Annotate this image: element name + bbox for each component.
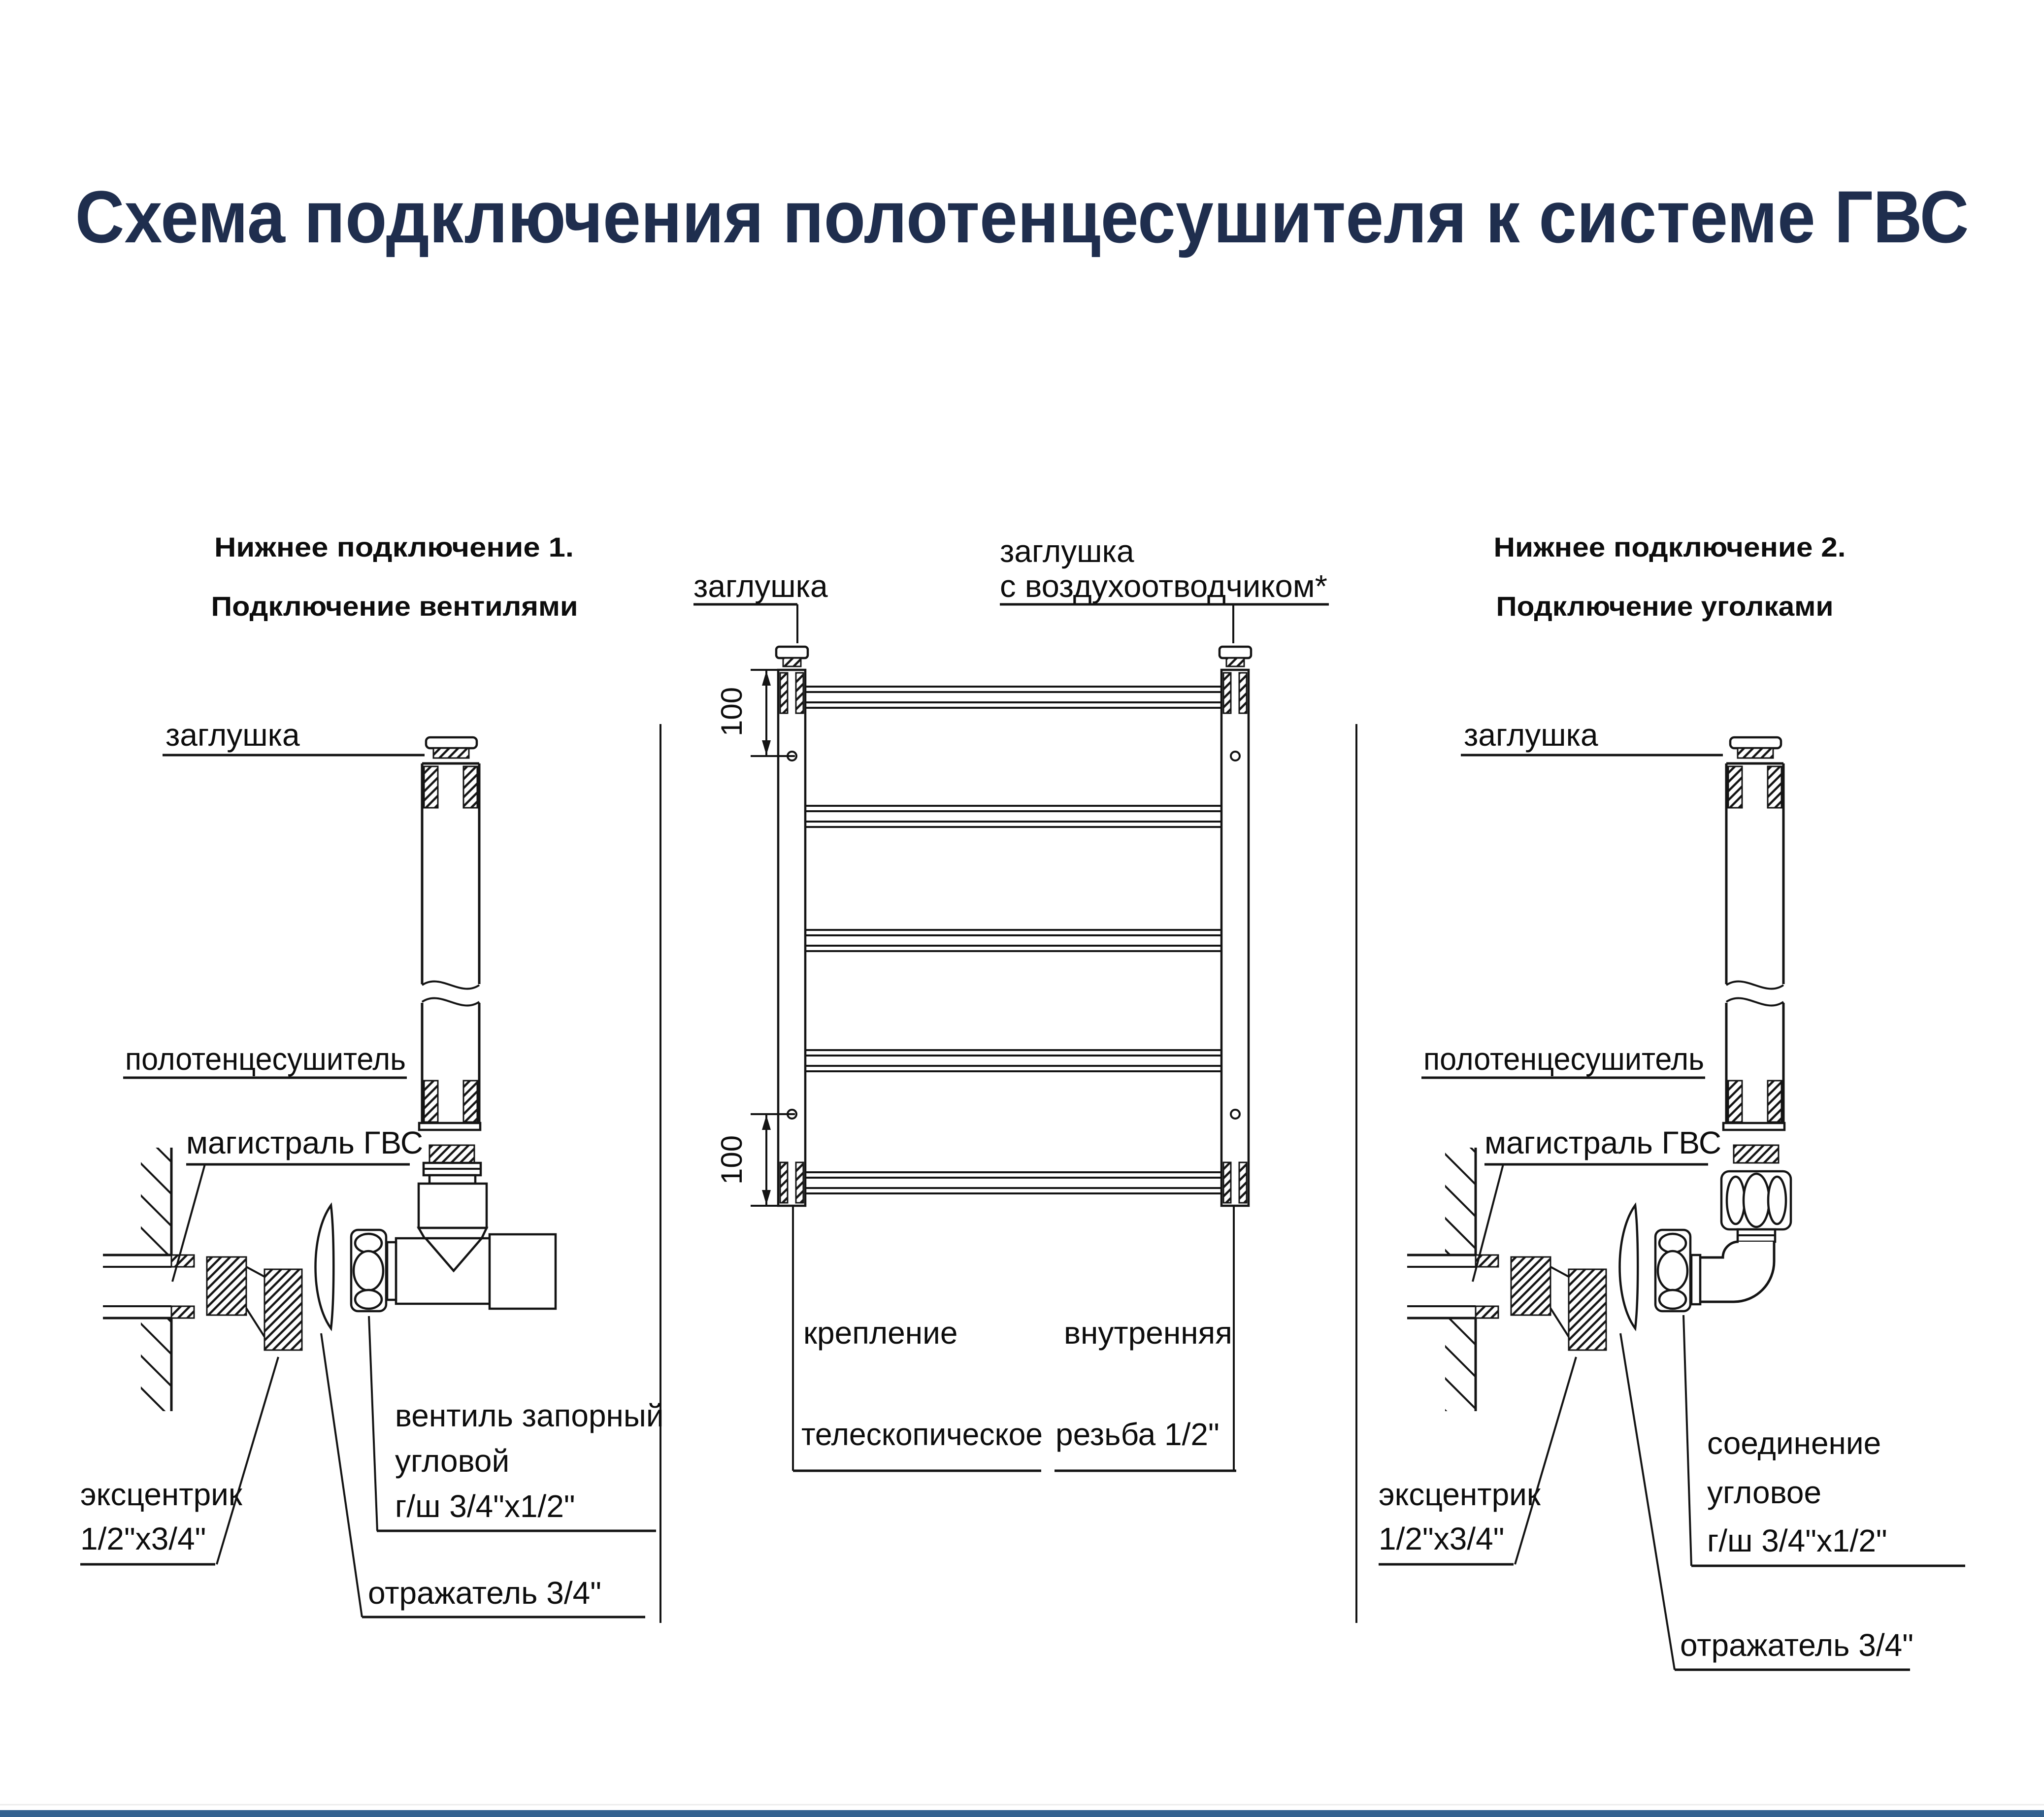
left-reflector-drawing: [316, 1205, 334, 1328]
plug-thread: [433, 748, 469, 758]
right-hws-main-label: магистраль ГВС: [1484, 1125, 1722, 1160]
left-heading-line1: Нижнее подключение 1.: [214, 531, 574, 562]
left-eccentric-drawing: [207, 1257, 302, 1350]
dim-bottom-value: 100: [715, 1135, 748, 1185]
section-left-valve-connection: [80, 531, 664, 1617]
left-towel-rail-label: полотенцесушитель: [125, 1041, 406, 1077]
right-elbow-label-line1: соединение: [1707, 1425, 1881, 1461]
left-towel-pipe-drawing: [419, 763, 480, 1130]
right-heading-line2: Подключение уголками: [1496, 591, 1834, 622]
pipe-bottom-collar: [419, 1123, 480, 1130]
right-wall-drawing: [1407, 1148, 1498, 1411]
right-eccentric-drawing: [1511, 1257, 1606, 1350]
left-valve-drawing: [351, 1145, 556, 1311]
left-eccentric-label-line2: 1/2"x3/4": [80, 1521, 206, 1556]
pipe-end-thread: [171, 1255, 194, 1267]
right-towel-pipe-drawing: [1723, 763, 1784, 1130]
center-mount-label-line1: крепление: [803, 1315, 958, 1351]
left-eccentric-label-line1: эксцентрик: [80, 1477, 242, 1512]
left-wall-drawing: [103, 1148, 194, 1411]
left-hws-main-label: магистраль ГВС: [186, 1125, 424, 1160]
section-dividers: [660, 724, 1356, 1623]
pipe-inner-thread: [463, 1081, 477, 1122]
pipe-inner-thread: [424, 766, 438, 808]
left-valve-label-line1: вентиль запорный: [395, 1398, 664, 1433]
left-valve-label-line3: г/ш 3/4"x1/2": [395, 1488, 575, 1524]
right-plug-label: заглушка: [1464, 717, 1598, 753]
right-plug-drawing: [1730, 737, 1781, 758]
footer-accent-bar: [0, 1810, 2044, 1817]
center-plug-label: заглушка: [693, 568, 828, 604]
right-elbow-drawing: [1655, 1145, 1791, 1311]
left-plug-label: заглушка: [165, 717, 300, 753]
center-rungs-drawing: [805, 687, 1221, 1193]
left-reflector-label: отражатель 3/4": [368, 1575, 601, 1611]
left-plug-drawing: [426, 737, 477, 758]
right-elbow-label-line2: угловое: [1707, 1475, 1822, 1510]
section-right-elbow-connection: [1379, 531, 1965, 1670]
right-reflector-drawing: [1620, 1205, 1638, 1328]
right-heading-line1: Нижнее подключение 2.: [1493, 531, 1846, 562]
right-elbow-label-line3: г/ш 3/4"x1/2": [1707, 1523, 1887, 1558]
pipe-end-thread: [171, 1306, 194, 1318]
center-collectors-drawing: [778, 670, 1249, 1206]
section-center-towel-rail: [693, 533, 1329, 1471]
center-plugs-drawing: [776, 647, 1251, 666]
center-air-plug-label-line1: заглушка: [1000, 533, 1134, 569]
center-thread-label-line2: резьба 1/2": [1055, 1417, 1220, 1452]
dim-top-value: 100: [715, 687, 748, 736]
plug-cap: [426, 737, 477, 748]
center-bottom-labels: [793, 1206, 1236, 1471]
valve-thread-stem: [429, 1145, 474, 1163]
center-air-plug-label-line2: с воздухоотводчиком*: [1000, 568, 1327, 604]
pipe-inner-thread: [463, 766, 477, 808]
left-heading-line2: Подключение вентилями: [211, 591, 578, 622]
center-mount-label-line2: телескопическое: [801, 1417, 1043, 1452]
right-eccentric-label-line1: эксцентрик: [1379, 1477, 1541, 1512]
left-valve-label-line2: угловой: [395, 1443, 510, 1479]
pipe-inner-thread: [424, 1081, 438, 1122]
elbow-thread-stem: [1734, 1145, 1779, 1163]
right-towel-rail-label: полотенцесушитель: [1423, 1041, 1704, 1077]
right-eccentric-label-line2: 1/2"x3/4": [1379, 1521, 1505, 1556]
center-thread-label-line1: внутренняя: [1064, 1315, 1232, 1351]
page-title: Схема подключения полотенцесушителя к системе ГВС: [75, 175, 1969, 258]
right-reflector-label: отражатель 3/4": [1680, 1627, 1913, 1663]
